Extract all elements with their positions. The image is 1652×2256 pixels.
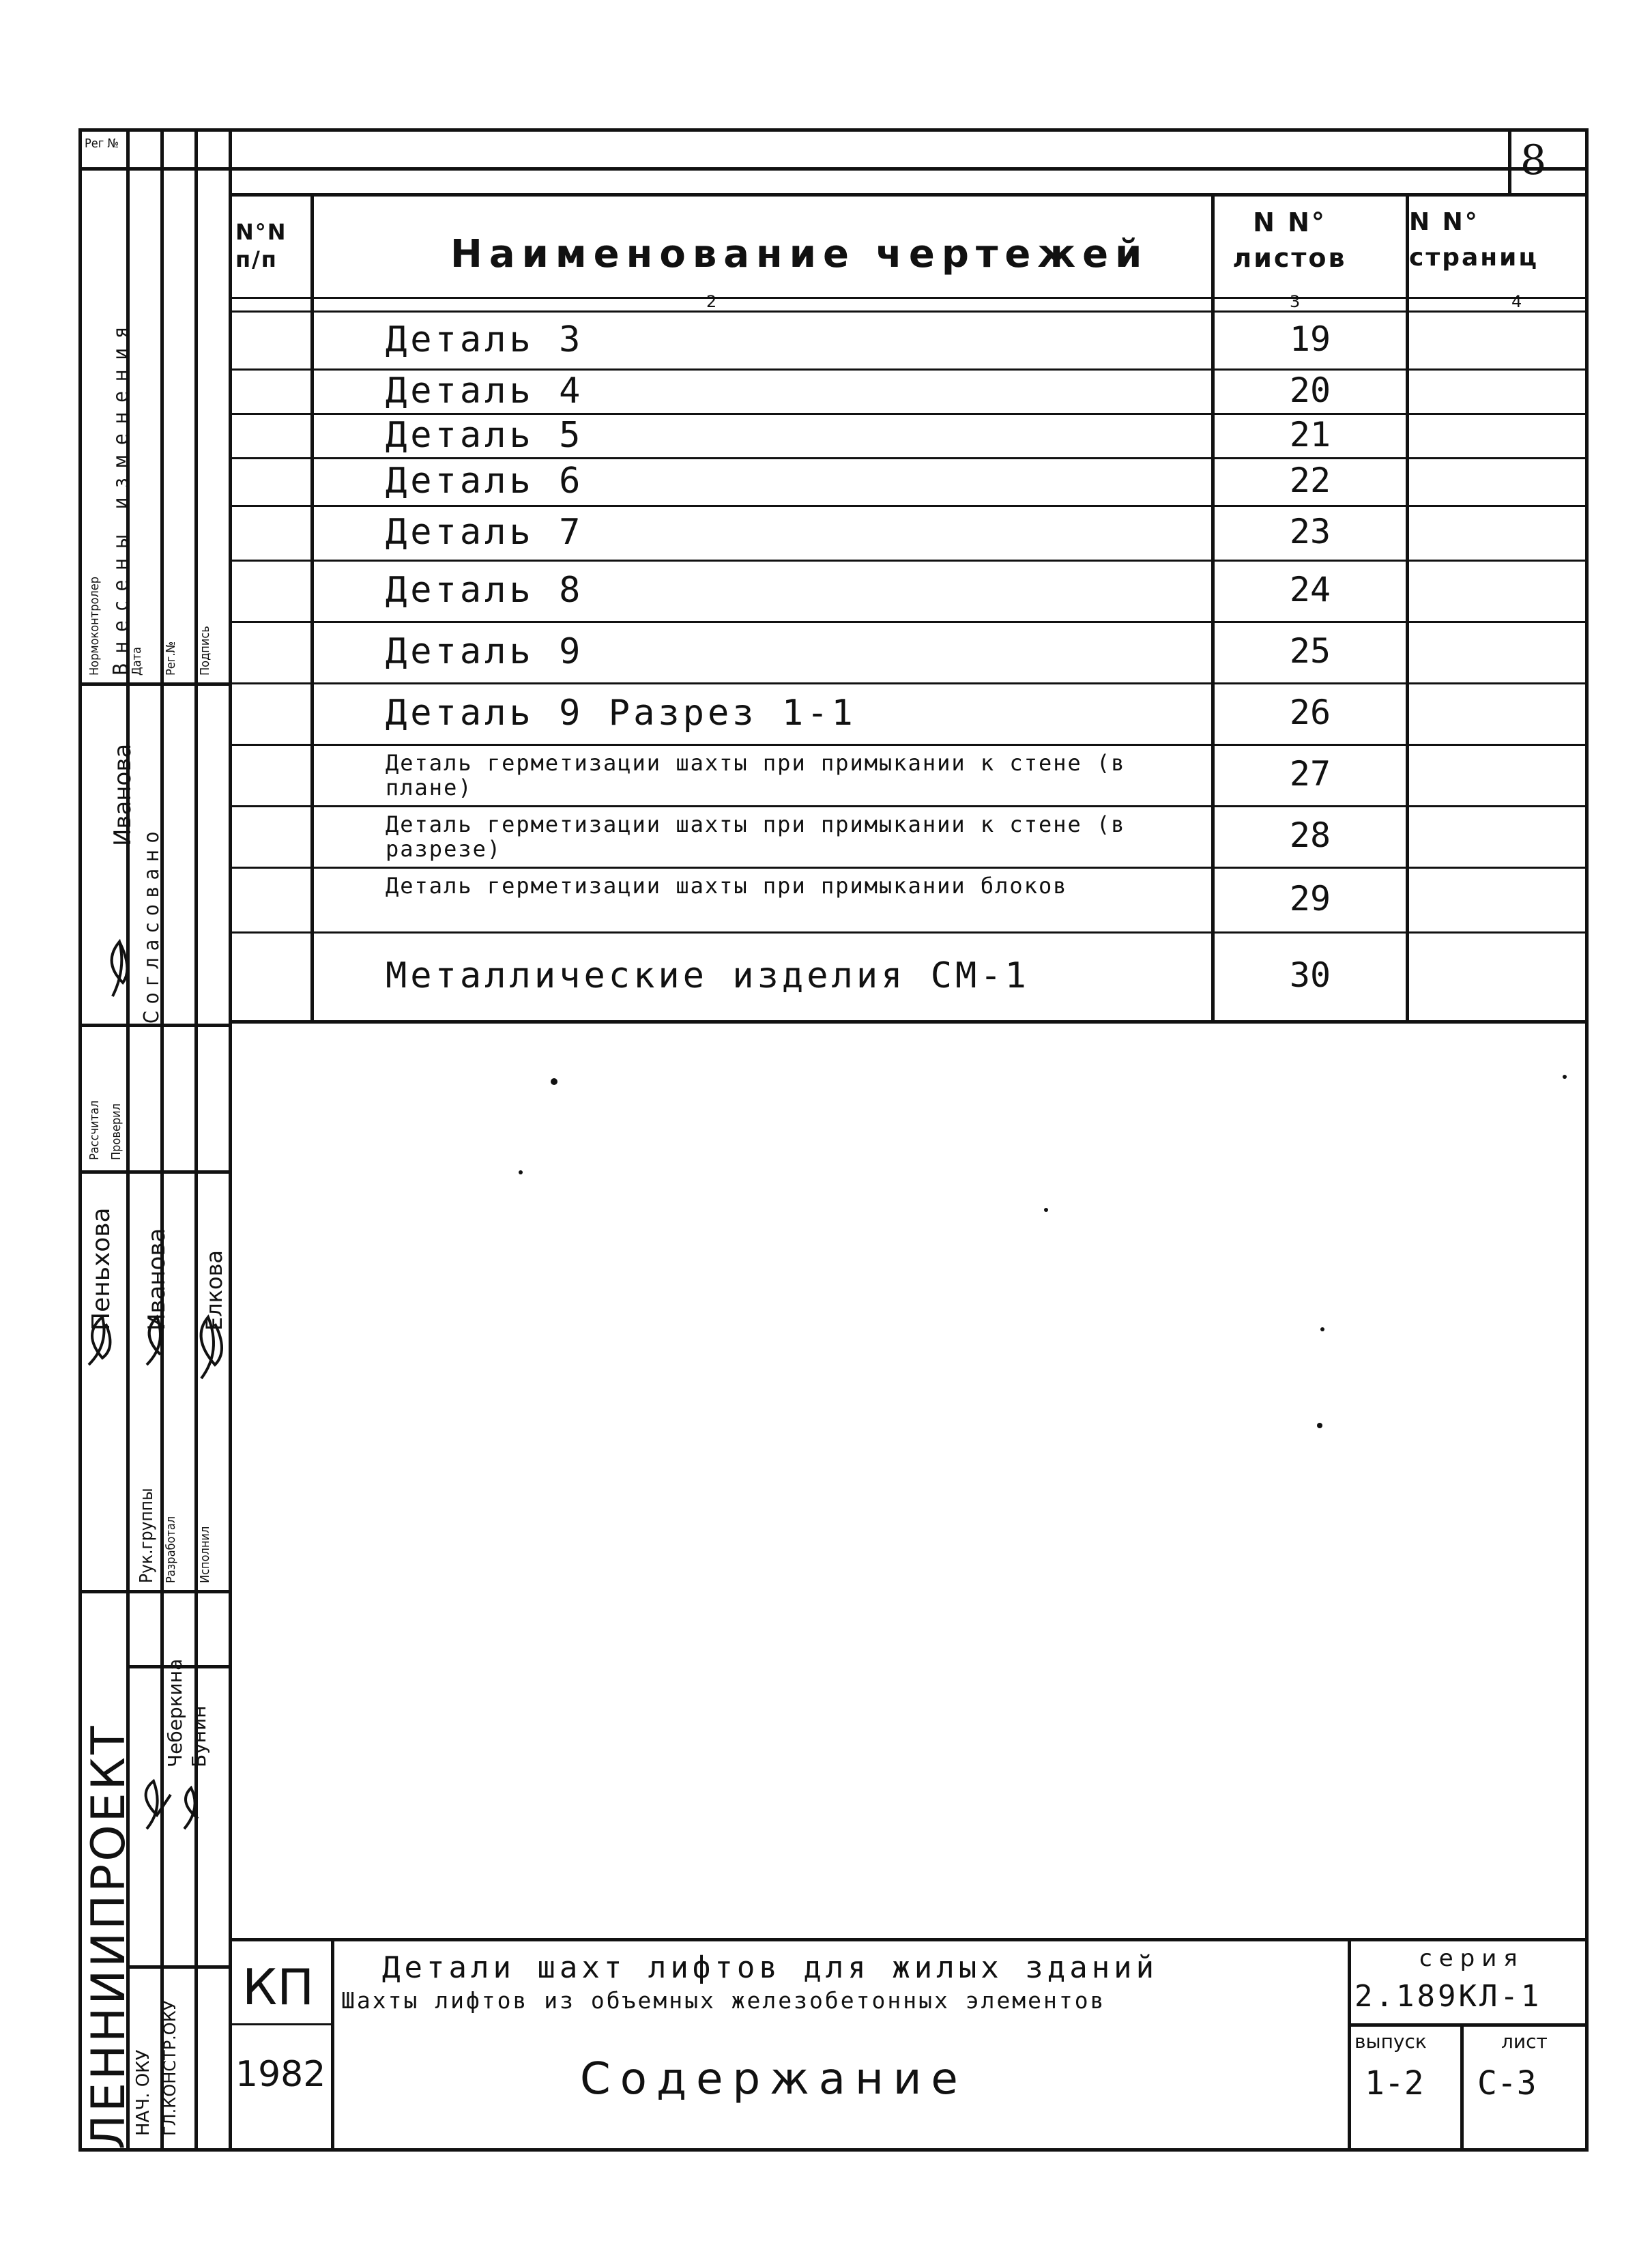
table-row-sheet-number: 28 [1289,815,1331,855]
scan-speck [1317,1423,1322,1428]
scan-speck [1044,1208,1048,1212]
sheet-label: лист [1501,2030,1548,2053]
header-col-number: N°N п/п [235,219,287,272]
title-block-line2: Шахты лифтов из объемных железобетонных элементов [341,1987,1106,2014]
stamp-label: НАЧ. ОКУ [133,2049,154,2136]
stamp-label: Рук.группы [136,1488,157,1583]
stamp-label: Согласовано [140,824,164,1024]
corner-box-border [1508,128,1511,193]
stamp-name: Елкова [201,1249,227,1331]
header-col-sheets: N N° листов [1232,207,1347,273]
table-row-title: Деталь 6 [386,461,584,502]
header-col-title: Наименование чертежей [450,232,1149,276]
stamp-label: Проверил [109,1103,124,1160]
table-row-title: Деталь герметизации шахты при примыкании к стене (в плане) [386,750,1126,800]
table-row-title: Деталь 8 [386,570,584,611]
table-row-sheet-number: 21 [1289,414,1331,454]
header-col-pages: N N° страниц [1409,208,1539,272]
stamp-name: Бунин [188,1705,210,1767]
table-row-divider [229,505,1589,507]
stamp-label: Дата [130,647,144,676]
table-row-title: Деталь 9 [386,631,584,672]
table-row-divider [229,682,1589,684]
stamp-label: Нормоконтролер [87,577,102,676]
table-row-divider [229,560,1589,562]
title-block-code: КП [242,1958,315,2016]
title-block-year: 1982 [235,2054,326,2095]
table-row-sheet-number: 27 [1289,754,1331,794]
table-row-title: Деталь герметизации шахты при примыкании к стене (в разрезе) [386,811,1126,862]
stamp-name: Чеберкина [164,1658,186,1767]
series-label: серия [1419,1945,1524,1972]
scan-speck [1563,1075,1567,1079]
title-block-line [1348,1938,1351,2152]
signature-marks [82,751,232,1911]
sheet-top-border [229,167,1589,171]
table-header-bottom [229,297,1589,299]
column-number: 4 [1511,292,1522,311]
stamp-label: Исполнил [198,1526,212,1583]
stamp-label: Рег.№ [164,641,178,676]
table-column-line [310,193,314,1022]
reg-label: Рег № [85,136,119,151]
stamp-label: Рассчитал [87,1100,102,1160]
corner-sheet-mark: 8 [1520,136,1547,184]
table-row-divider [229,621,1589,623]
table-row-divider [229,805,1589,807]
series-value: 2.189КЛ-1 [1354,1979,1542,2014]
scan-speck [551,1078,557,1085]
stamp-divider [78,167,229,171]
stamp-label: Внесены изменения [109,317,133,676]
table-row-divider [229,457,1589,459]
table-row-title: Деталь 9 Разрез 1-1 [386,693,856,734]
title-block-mid [1348,2023,1589,2027]
table-row-divider [229,931,1589,934]
table-row-sheet-number: 26 [1289,693,1331,732]
sheet-value: С-3 [1477,2064,1537,2102]
title-block-top [229,1938,1589,1941]
table-row-sheet-number: 29 [1289,878,1331,919]
stamp-divider [126,1965,229,1969]
column-number: 3 [1290,292,1301,311]
column-number-row [229,310,1589,313]
table-row-sheet-number: 22 [1289,461,1331,500]
table-column-line [1406,193,1409,1022]
scan-speck [519,1170,523,1174]
title-block-line [1460,2023,1464,2152]
table-row-sheet-number: 25 [1289,631,1331,671]
title-block-line [331,1938,334,2152]
issue-value: 1-2 [1365,2064,1424,2102]
stamp-name: Пеньхова [87,1207,115,1331]
stamp-divider [78,682,229,686]
table-row-title: Деталь 4 [386,370,584,411]
table-row-sheet-number: 24 [1289,570,1331,609]
stamp-name: Иванова [109,743,136,846]
table-row-sheet-number: 19 [1289,319,1331,359]
title-block-mid [229,2023,331,2025]
table-bottom-border [229,1020,1589,1024]
table-row-title: Деталь 7 [386,512,584,553]
issue-label: выпуск [1354,2030,1427,2053]
stamp-name: Иванова [143,1228,171,1331]
stamp-label: Разработал [164,1516,178,1583]
table-row-title: Деталь герметизации шахты при примыкании блоков [386,873,1068,899]
column-number: 2 [706,292,717,311]
table-row-title: Деталь 3 [386,319,584,360]
title-block-line1: Детали шахт лифтов для жилых зданий [382,1950,1159,1985]
table-row-title: Металлические изделия СМ-1 [386,955,1030,996]
table-row-title: Деталь 5 [386,414,584,456]
table-header-top [229,193,1589,197]
organization-name: ЛЕННИИПРОЕКТ [82,1723,136,2150]
stamp-label: Подпись [198,626,212,676]
table-row-sheet-number: 30 [1289,955,1331,995]
table-row-divider [229,744,1589,746]
document-title: Содержание [580,2054,968,2105]
table-column-line [1211,193,1215,1022]
stamp-label: ГЛ.КОНСТР.ОКУ [160,2000,179,2136]
table-row-sheet-number: 20 [1289,370,1331,410]
scan-speck [1320,1327,1324,1331]
table-row-divider [229,867,1589,869]
table-row-sheet-number: 23 [1289,512,1331,551]
